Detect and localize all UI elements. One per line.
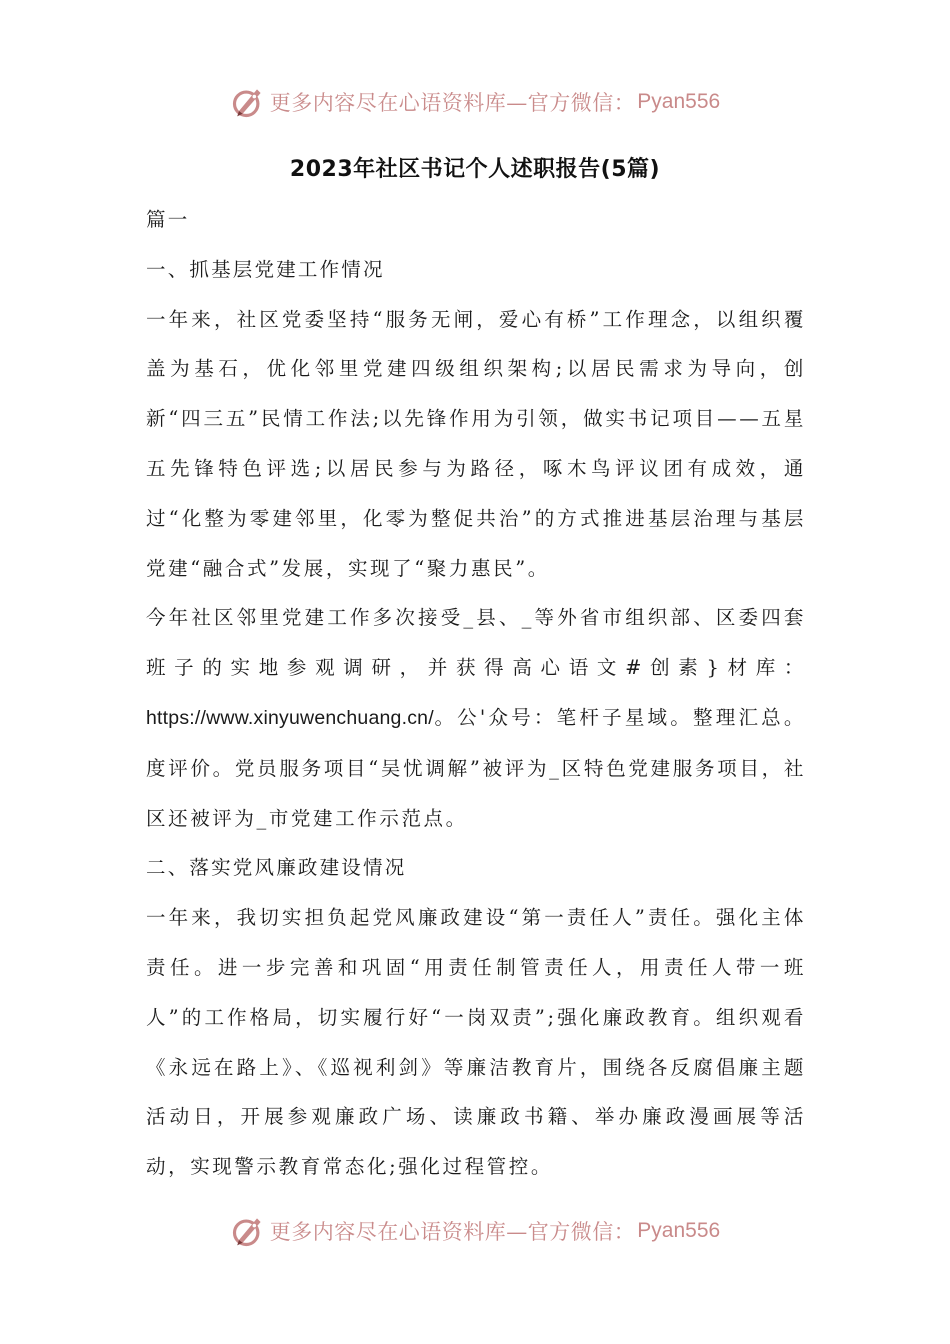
pen-nib-circle-icon (230, 84, 266, 120)
source-url: https://www.xinyuwenchuang.cn/ (146, 706, 434, 729)
heading-party-building: 一、抓基层党建工作情况 (146, 257, 385, 281)
header-banner (0, 80, 950, 124)
banner-text: 更多内容尽在心语资料库—官方微信： (269, 91, 636, 115)
paragraph-achievements-part-b: 。公'众号：笔杆子星域。整理汇总。度评价。党员服务项目“吴忧调解”被评为_区特色党建服务项目，社区还被评为_市党建工作示范点。 (146, 705, 806, 830)
section-label: 篇一 (146, 208, 190, 231)
banner-wechat-id: Pyan556 (637, 90, 721, 113)
banner-text: 更多内容尽在心语资料库—官方微信： (269, 1220, 636, 1244)
banner-wechat-id: Pyan556 (637, 1219, 721, 1242)
paragraph-integrity: 一年来，我切实担负起党风廉政建设“第一责任人”责任。强化主体责任。进一步完善和巩固“用责任制管责任人，用责任人带一班人”的工作格局，切实履行好“一岗双责”;强化廉政教育。组织观看《永远在路上》、《巡视利剑》等廉洁教育片，围绕各反腐倡廉主题活动日，开展参观廉政广场、读廉政书籍、举办廉政漫画展等活动，实现警示教育常态化;强化过程管控。 (146, 906, 806, 1179)
footer-banner (0, 1209, 950, 1253)
paragraph-party-building: 一年来，社区党委坚持“服务无闸，爱心有桥”工作理念，以组织覆盖为基石，优化邻里党建四级组织架构;以居民需求为导向，创新“四三五”民情工作法;以先锋作用为引领，做实书记项目——五星五先锋特色评选;以居民参与为路径，啄木鸟评议团有成效，通过“化整为零建邻里，化零为整促共治”的方式推进基层治理与基层党建“融合式”发展，实现了“聚力惠民”。 (146, 307, 806, 580)
pen-nib-circle-icon (230, 1213, 266, 1249)
paragraph-achievements (146, 593, 806, 843)
document-body (146, 195, 806, 1192)
heading-integrity: 二、落实党风廉政建设情况 (146, 856, 407, 880)
document-title: 2023年社区书记个人述职报告(5篇) (289, 157, 661, 182)
paragraph-achievements-part-a: 今年社区邻里党建工作多次接受_县、_等外省市组织部、区委四套班子的实地参观调研，并获得高心语文#创素}材库： (146, 606, 806, 680)
